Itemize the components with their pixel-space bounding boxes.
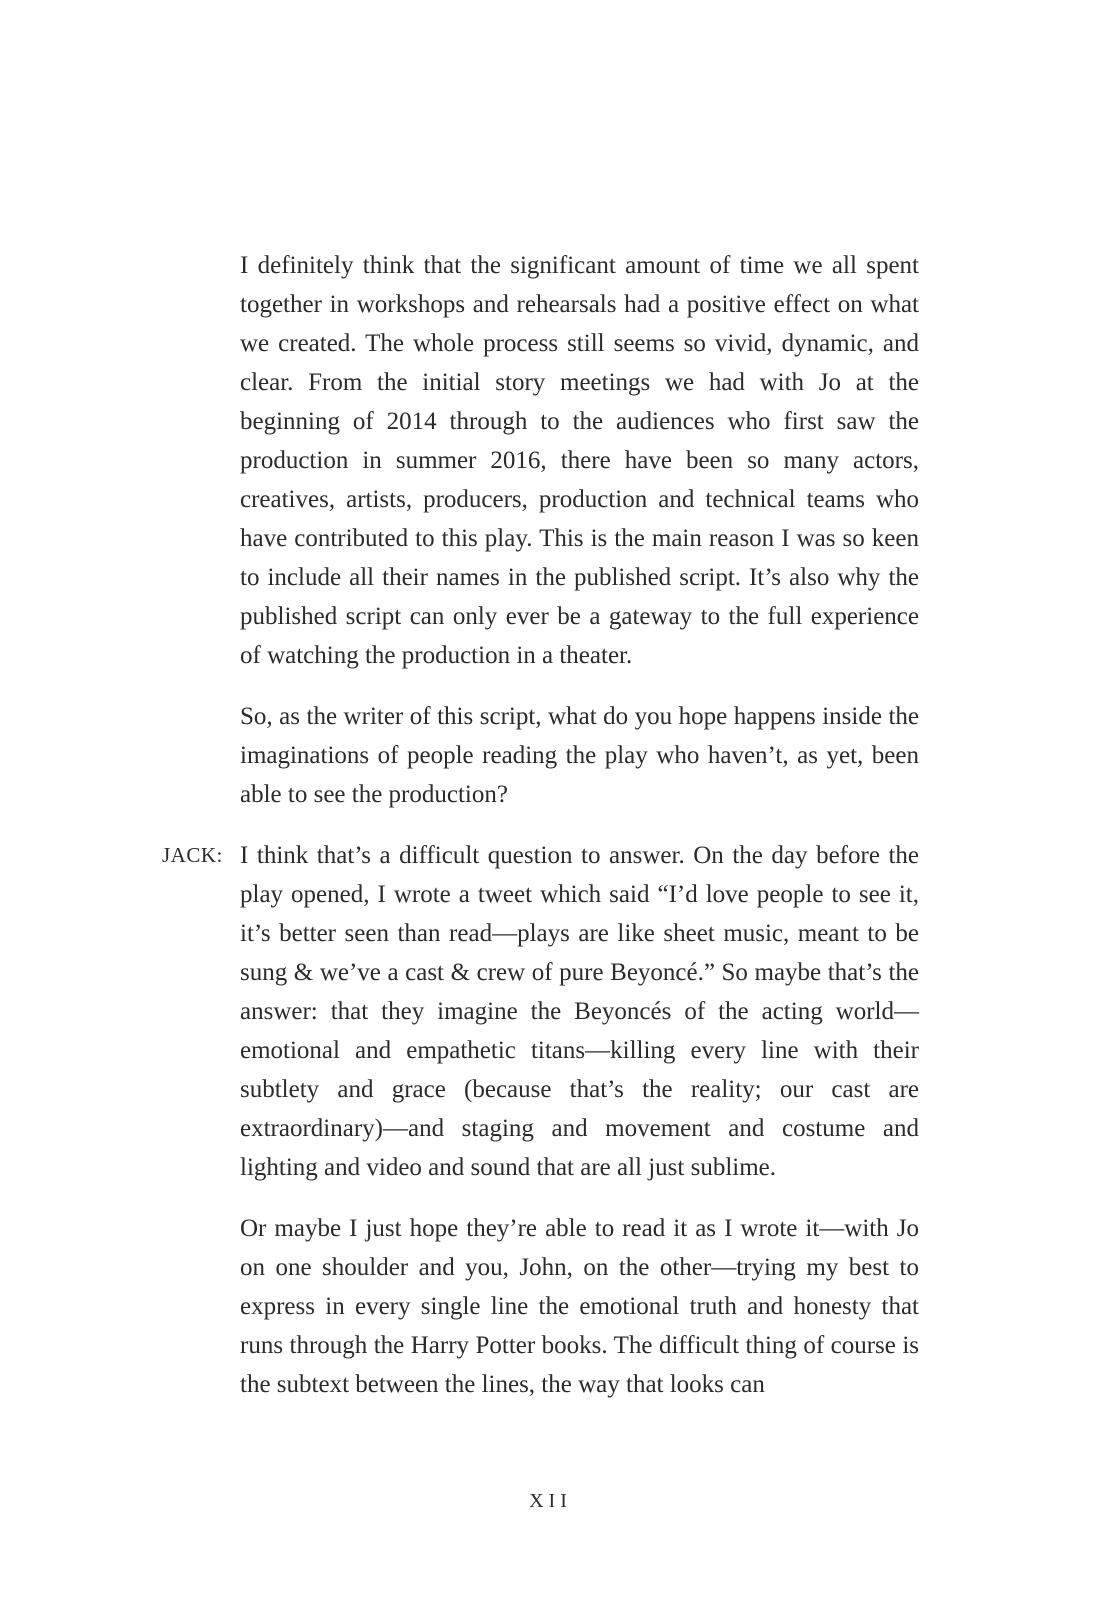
paragraph-4 [240,1209,919,1404]
speaker-label: JACK: [162,843,223,867]
body-text [162,246,919,1404]
paragraph-1-text: I definitely think that the significant amount of time we all spent together in workshops and rehearsals had a positive effect on what we created. The whole process still seems so vivid, dynamic, and clear. From the initial story meetings we had with Jo at the beginning of 2014 through to the audiences who first saw the production in summer 2016, there have been so many actors, creatives, artists, producers, production and technical teams who have contributed to this play. This is the main reason I was so keen to include all their names in the published script. It’s also why the published script can only ever be a gateway to the full experience of watching the production in a theater. [240,252,919,669]
paragraph-3-text: I think that’s a difficult question to answer. On the day before the play opened, I wrote a tweet which said “I’d love people to see it, it’s better seen than read—plays are like sheet music, meant to be sung & we’ve a cast & crew of pure Beyoncé.” So maybe that’s the answer: that they imagine the Beyoncés of the acting world—emotional and empathetic titans—killing every line with their subtlety and grace (because that’s the reality; our cast are extraordinary)—and staging and movement and costume and lighting and video and sound that are all just sublime. [240,842,919,1181]
paragraph-2-text: So, as the writer of this script, what do you hope happens inside the imaginations of people reading the play who haven’t, as yet, been able to see the production? [240,703,919,808]
paragraph-1 [240,246,919,675]
paragraph-4-text: Or maybe I just hope they’re able to read it as I wrote it—with Jo on one shoulder and you, John, on the other—trying my best to express in every single line the emotional truth and honesty that runs through the Harry Potter books. The difficult thing of course is the subtext between the lines, the way that looks can [240,1215,919,1398]
paragraph-2 [240,697,919,814]
paragraph-3 [162,836,919,1187]
page-number: XII [529,1490,572,1512]
